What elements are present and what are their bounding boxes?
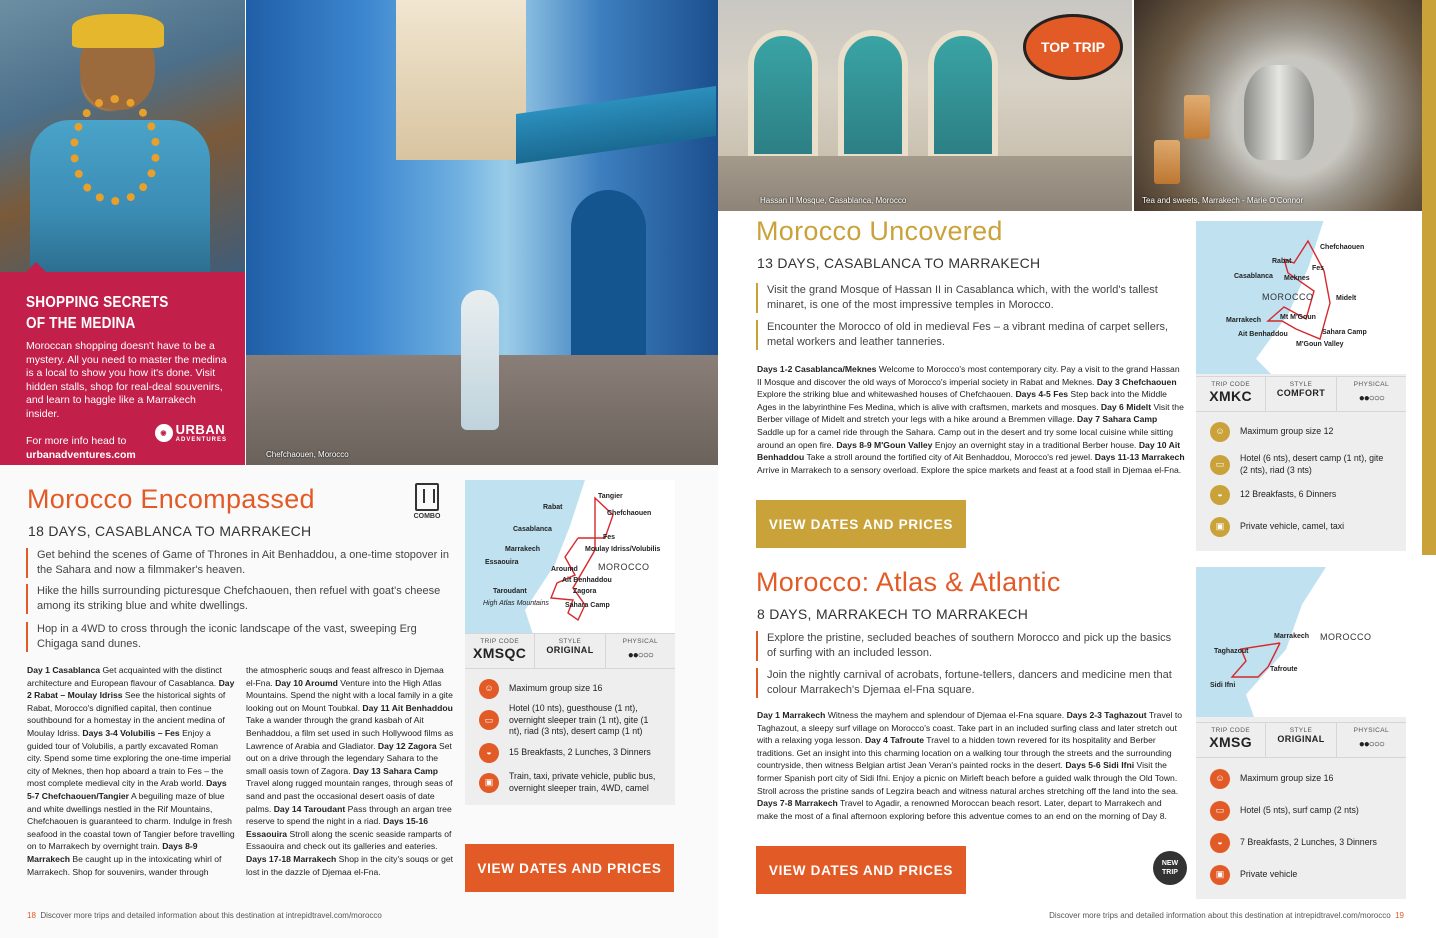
itinerary-text: Witness the mayhem and splendour of Djemaa el-Fna square.	[825, 710, 1067, 720]
itinerary-text: Set out on a drive through the legendary Sahara to the small oasis town of Zagora.	[246, 740, 452, 776]
feature-group: ☺ Maximum group size 16	[1210, 769, 1333, 789]
group-icon: ☺	[1210, 422, 1230, 442]
itinerary-day: Days 17-18 Marrakech	[246, 853, 337, 864]
itinerary-text: Travel to Taghazout, a sleepy surf village on Morocco's coast. Take part in an included surfing class and later stretch out with a relaxing yoga lesson.	[757, 710, 1182, 746]
trip-style: ORIGINAL	[1277, 734, 1325, 744]
new-trip-badge: NEW TRIP	[1153, 851, 1187, 885]
itinerary-day: Days 7-8 Marrakech	[757, 798, 838, 809]
feature-accommodation: ▭ Hotel (10 nts), guesthouse (1 nt), overnight sleeper train (1 nt), gite (1 nt), riad (3 nts), desert camp (1 nt)	[479, 703, 659, 738]
itinerary-text: Step back into the Middle Ages in the labyrinthine Fes Medina, which is alive with craftsmen, markets and mosques.	[757, 389, 1167, 412]
trip-subtitle: 18 DAYS, CASABLANCA TO MARRAKECH	[28, 523, 312, 539]
itinerary-day: Days 11-13 Marrakech	[1094, 452, 1185, 463]
itinerary-text: Travel along rugged mountain ranges, through seas of sand and past the occasional desert oasis of date palms.	[246, 778, 453, 814]
itinerary-text: Visit the former Spanish port city of Sidi Ifni. Enjoy a picnic on Mirleft beach before a guided walk through the Old Town. Stroll across the pristine sands of Legzira beach and witness natural arches stretching off the land into the sea.	[757, 760, 1179, 796]
trip-codes: TRIP CODE XMSQC STYLE ORIGINAL PHYSICAL ●●○○○	[465, 633, 675, 669]
photo-tea	[1134, 0, 1422, 211]
view-dates-button[interactable]: VIEW DATES AND PRICES	[756, 846, 966, 894]
itinerary-day: Day 10 Ait Benhaddou	[757, 439, 1181, 463]
trip-code: XMSQC	[472, 645, 527, 661]
route-lines	[1196, 567, 1406, 717]
itinerary-day: Day 13 Sahara Camp	[353, 765, 439, 776]
meal-icon: ◒	[1210, 833, 1230, 853]
bed-icon: ▭	[1210, 455, 1230, 475]
itinerary-day: Day 1 Marrakech	[757, 710, 826, 720]
itinerary-day: Day 7 Sahara Camp	[1077, 414, 1158, 425]
combo-badge: COMBO	[410, 483, 444, 520]
trip-info-card	[1196, 221, 1406, 551]
photo-caption: Chefchaouen, Morocco	[266, 450, 349, 459]
trip-title: Morocco: Atlas & Atlantic	[756, 567, 1061, 597]
trip-title: Morocco Encompassed	[27, 484, 315, 514]
itinerary-day: Day 3 Chefchaouen	[1096, 376, 1177, 387]
itinerary-text: Visit the Berber village of Midelt and stretch your legs with a hike around a Bremmen village.	[757, 401, 1184, 425]
physical-rating: ●●○○○	[1358, 393, 1384, 404]
promo-box	[0, 272, 245, 465]
page-footer: 18 Discover more trips and detailed information about this destination at intrepidtravel.com/morocco	[27, 911, 382, 920]
trip-highlight: Hike the hills surrounding picturesque Chefchaouen, then refuel with goat's cheese among its striking blue and white dwellings.	[26, 584, 458, 614]
feature-accommodation: ▭ Hotel (6 nts), desert camp (1 nt), gite (2 nts), riad (3 nts)	[1210, 453, 1390, 476]
itinerary-day: Day 11 Ait Benhaddou	[362, 702, 453, 713]
view-dates-button[interactable]: VIEW DATES AND PRICES	[465, 844, 674, 892]
urban-adventures-logo: ◉ URBAN ADVENTURES	[155, 422, 227, 443]
map-fold-icon	[415, 483, 439, 511]
itinerary-text: Arrive in Marrakech to a sensory overload. Explore the spice markets and feast at a food stall in Djemaa el-Fna.	[757, 464, 1182, 475]
route-map: Chefchaouen Rabat Fes Casablanca Meknes Midelt Marrakech Mt M'Goun Ait Benhaddou Sahara Camp M'Goun Valley MOROCCO	[1196, 221, 1406, 374]
bus-icon: ▣	[479, 773, 499, 793]
promo-body: Moroccan shopping doesn't have to be a mystery. All you need to master the medina is a local to show you how it's done. Visit hidden stalls, shop for real-deal souvenirs, and learn to haggle like a Marrakech insider.	[26, 340, 227, 420]
itinerary-text: Pass through an argan tree reserve to spend the night in a riad.	[246, 803, 452, 827]
itinerary-column	[27, 664, 235, 878]
photo-caption: Tea and sweets, Marrakech - Marie O'Connor	[1142, 196, 1304, 205]
group-icon: ☺	[1210, 769, 1230, 789]
trip-highlight: Join the nightly carnival of acrobats, fortune-tellers, dancers and medicine men that colour Marrakech's Djemaa el-Fna square.	[756, 668, 1182, 698]
feature-group: ☺ Maximum group size 16	[479, 679, 602, 699]
itinerary-day: Days 2-3 Taghazout	[1066, 710, 1147, 720]
itinerary-text: Welcome to Morocco's most contemporary city. Pay a visit to the grand Hassan II Mosque and discover the old ways of Morocco's imperial society in Rabat and Meknes.	[757, 364, 1180, 387]
photo-medina-woman	[0, 0, 245, 272]
top-trip-badge: TOP TRIP	[1023, 14, 1123, 80]
promo-more: For more info head to urbanadventures.com	[26, 435, 227, 462]
itinerary-day: Days 4-5 Fes	[1015, 389, 1069, 400]
trip-highlight: Get behind the scenes of Game of Thrones in Ait Benhaddou, a one-time stopover in the Sahara and now a filmmaker's heaven.	[26, 548, 458, 578]
trip-info-card	[1196, 567, 1406, 899]
itinerary-block	[757, 363, 1185, 476]
itinerary-text: Be caught up in the intoxicating whirl of Marrakech. Shop for souvenirs, wander through	[27, 853, 222, 877]
trip-style: ORIGINAL	[546, 645, 594, 655]
itinerary-text: Take a stroll around the fortified city of Ait Benhaddou, Morocco's red jewel.	[804, 452, 1095, 463]
itinerary-day: Days 5-7 Chefchaouen/Tangier	[27, 778, 227, 801]
trip-style: COMFORT	[1276, 388, 1326, 398]
itinerary-day: Days 3-4 Volubilis – Fes	[82, 727, 180, 738]
promo-title: SHOPPING SECRETS OF THE MEDINA	[26, 294, 169, 332]
itinerary-day: Days 1-2 Casablanca/Meknes	[757, 364, 877, 374]
feature-meals: ◒ 12 Breakfasts, 6 Dinners	[1210, 485, 1336, 505]
feature-meals: ◒ 7 Breakfasts, 2 Lunches, 3 Dinners	[1210, 833, 1377, 853]
itinerary-text: Take a wander through the grand kasbah of Ait Benhaddou, a film set used in such Hollywood films as Lawrence of Arabia and Gladiator.	[246, 715, 454, 751]
trip-info-card	[465, 480, 675, 805]
itinerary-day: Day 4 Tafroute	[864, 735, 925, 746]
meal-icon: ◒	[1210, 485, 1230, 505]
itinerary-text: Travel to Agadir, a renowned Moroccan beach resort. Later, depart to Marrakech and make the most of a final afternoon exploring before this adventue comes to an end on the morning of Day 8.	[757, 798, 1167, 821]
trip-subtitle: 8 DAYS, MARRAKECH TO MARRAKECH	[757, 606, 1029, 622]
itinerary-day: Days 15-16 Essaouira	[246, 816, 429, 839]
feature-meals: ◒ 15 Breakfasts, 2 Lunches, 3 Dinners	[479, 743, 651, 763]
itinerary-text: A beguiling maze of blue and white dwellings nestled in the Rif Mountains, Chefchaouen is guaranteed to charm. Indulge in fresh seafood in the coastal town of Tangier before travelling on to Marrakech by overnight train.	[27, 790, 235, 852]
page-footer: Discover more trips and detailed information about this destination at intrepidtravel.com/morocco 19	[1049, 911, 1404, 920]
feature-transport: ▣ Private vehicle, camel, taxi	[1210, 517, 1344, 537]
bed-icon: ▭	[1210, 801, 1230, 821]
view-dates-button[interactable]: VIEW DATES AND PRICES	[756, 500, 966, 548]
itinerary-day: Days 8-9 Marrakech	[27, 841, 198, 864]
trip-subtitle: 13 DAYS, CASABLANCA TO MARRAKECH	[757, 255, 1041, 271]
itinerary-text: See the historical sights of Rabat, Morocco's dignified capital, then continue southbound for a homestay in the ancient medina of Moulay Idriss.	[27, 690, 226, 738]
itinerary-column	[246, 664, 454, 878]
itinerary-text: Shop in the city's souqs or get lost in the dazzle of Djemaa el-Fna.	[246, 853, 454, 877]
physical-rating: ●●○○○	[627, 650, 653, 661]
trip-title: Morocco Uncovered	[756, 216, 1003, 246]
itinerary-text: Enjoy an overnight stay in a traditional Berber house.	[932, 439, 1139, 450]
photo-chefchaouen	[246, 0, 718, 465]
gold-accent-bar	[1422, 0, 1436, 555]
trip-code: XMKC	[1209, 388, 1253, 404]
itinerary-day: Day 2 Rabat – Moulay Idriss	[27, 677, 235, 701]
route-map: Marrakech Taghazout Tafroute Sidi Ifni MOROCCO	[1196, 567, 1406, 717]
photo-caption: Hassan II Mosque, Casablanca, Morocco	[760, 196, 907, 205]
itinerary-day: Days 5-6 Sidi Ifni	[1065, 760, 1135, 771]
itinerary-text: Explore the striking blue and whitewashed houses of Chefchaouen.	[757, 389, 1016, 400]
itinerary-day: Day 1 Casablanca	[27, 665, 101, 675]
trip-codes: TRIP CODE XMSG STYLE ORIGINAL PHYSICAL ●●○○○	[1196, 722, 1406, 758]
trip-codes: TRIP CODE XMKC STYLE COMFORT PHYSICAL ●●○○○	[1196, 376, 1406, 412]
trip-highlight: Visit the grand Mosque of Hassan II in Casablanca which, with the world's tallest minaret, is one of the most impressive temples in Morocco.	[756, 283, 1182, 313]
itinerary-text: Venture into the High Atlas Mountains. Spend the night with a local family in a gite looking out on Mount Toubkal.	[246, 677, 453, 713]
right-page	[718, 0, 1436, 938]
route-map: Rabat Tangier Chefchaouen Casablanca Fes Moulay Idriss/Volubilis Marrakech Essaouira Aroumd Ait Benhaddou Taroudant Zagora High Atlas Mountains Sahara Camp MOROCCO	[465, 480, 675, 633]
itinerary-block	[757, 709, 1185, 822]
car-icon: ▣	[1210, 517, 1230, 537]
itinerary-text: Stroll along the scenic seaside ramparts of Essaouira and check out its galleries and eateries.	[246, 828, 452, 852]
route-lines	[465, 480, 675, 633]
itinerary-day: Day 10 Aroumd	[275, 677, 338, 688]
trip-code: XMSG	[1209, 734, 1253, 750]
itinerary-day: Day 12 Zagora	[377, 740, 437, 751]
trip-highlight: Encounter the Morocco of old in medieval Fes – a vibrant medina of carpet sellers, metal workers and leather tanneries.	[756, 320, 1182, 350]
group-icon: ☺	[479, 679, 499, 699]
itinerary-text: Travel to a hidden town revered for its hospitality and Berber traditions. Get an insight into this charming location on a walking tour through the streets and the surrounding countryside, then witness Belgian artist Jean Veran's painted rocks in the desert.	[757, 735, 1172, 771]
promo-link[interactable]: urbanadventures.com	[26, 448, 136, 461]
itinerary-text: Enjoy a guided tour of Volubilis, a partly excavated Roman city. Spend some time exploring the one-time imperial city of Meknes, then hop aboard a train to Fes – the most complete medieval city in the Arab world.	[27, 727, 231, 789]
urban-logo-icon: ◉	[155, 424, 173, 442]
feature-transport: ▣ Private vehicle	[1210, 865, 1297, 885]
trip-highlight: Explore the pristine, secluded beaches of southern Morocco and pick up the basics of surfing with an included lesson.	[756, 631, 1182, 661]
itinerary-text: Saddle up for a camel ride through the Sahara. Camp out in the desert and try some local cuisine while sitting around an open fire.	[757, 426, 1174, 450]
feature-accommodation: ▭ Hotel (5 nts), surf camp (2 nts)	[1210, 801, 1359, 821]
bed-icon: ▭	[479, 710, 499, 730]
itinerary-day: Days 8-9 M'Goun Valley	[836, 439, 933, 450]
trip-highlight: Hop in a 4WD to cross through the iconic landscape of the vast, sweeping Erg Chigaga sand dunes.	[26, 622, 458, 652]
feature-transport: ▣ Train, taxi, private vehicle, public bus, overnight sleeper train, 4WD, camel	[479, 771, 659, 794]
itinerary-text: the atmospheric souqs and feast alfresco in Djemaa el-Fna.	[246, 665, 444, 688]
feature-group: ☺ Maximum group size 12	[1210, 422, 1333, 442]
car-icon: ▣	[1210, 865, 1230, 885]
physical-rating: ●●○○○	[1358, 739, 1384, 750]
itinerary-text: Get acquainted with the distinct architecture and European flavour of Casablanca.	[27, 665, 222, 688]
itinerary-day: Day 14 Taroudant	[273, 803, 346, 814]
itinerary-day: Day 6 Midelt	[1100, 401, 1152, 412]
meal-icon: ◒	[479, 743, 499, 763]
photo-hassan-mosque	[718, 0, 1132, 211]
